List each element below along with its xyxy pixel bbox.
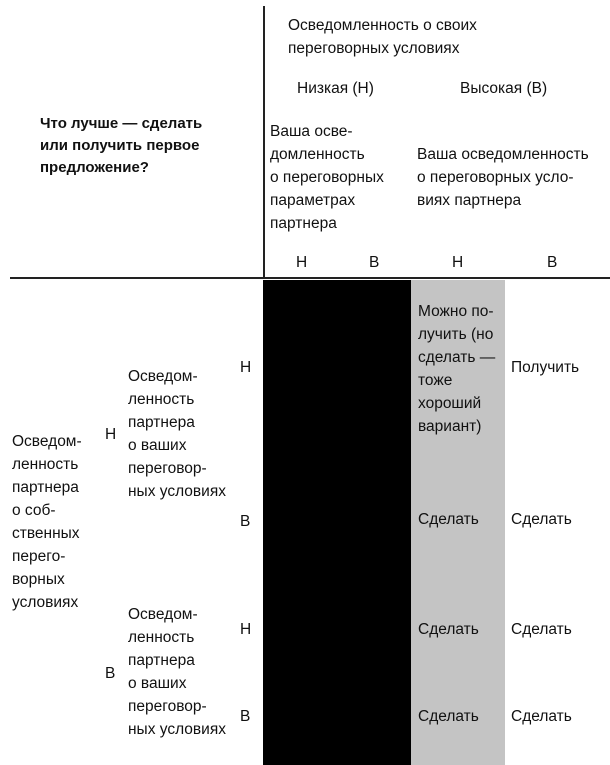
row-1-gray-cell: Можно по- лучить (но сделать — тоже хороший вариант) [418,303,496,435]
outer-row-label: Осведом- ленность партнера о соб- ственных перего- ворных условиях [12,433,82,611]
col-label-3: Н [452,254,464,271]
header-low-label: Низкая (Н) [297,80,374,97]
col-label-4: В [547,254,558,271]
col-label-1: Н [296,254,308,271]
header-high-label: Высокая (В) [460,80,548,97]
row-4-level: В [240,708,251,725]
header-low-subtitle: Ваша осве- домленность о переговорных параметрах партнера [270,123,384,232]
row-2-right-cell: Сделать [511,511,572,528]
black-column [263,280,411,765]
row-3-gray-cell: Сделать [418,621,479,638]
row-4-gray-cell: Сделать [418,708,479,725]
group-2-label: Осведом- ленность партнера о ваших переговор- ных условиях [128,606,226,738]
row-1-level: Н [240,359,252,376]
row-2-level: В [240,513,251,530]
row-2-gray-cell: Сделать [418,511,479,528]
row-3-right-cell: Сделать [511,621,572,638]
horizontal-divider [10,277,610,279]
question-title: Что лучше — сделать или получить первое предложение? [40,115,203,176]
row-4-right-cell: Сделать [511,708,572,725]
col-label-2: В [369,254,380,271]
group-1-label: Осведом- ленность партнера о ваших переговор- ных условиях [128,368,226,500]
group-2-level: В [105,665,116,682]
header-title: Осведомленность о своих переговорных условиях [288,17,477,57]
header-high-subtitle: Ваша осведомленность о переговорных усло- виях партнера [417,146,589,209]
row-3-level: Н [240,621,252,638]
vertical-divider [263,6,265,278]
row-1-right-cell: Получить [511,359,580,376]
group-1-level: Н [105,426,117,443]
